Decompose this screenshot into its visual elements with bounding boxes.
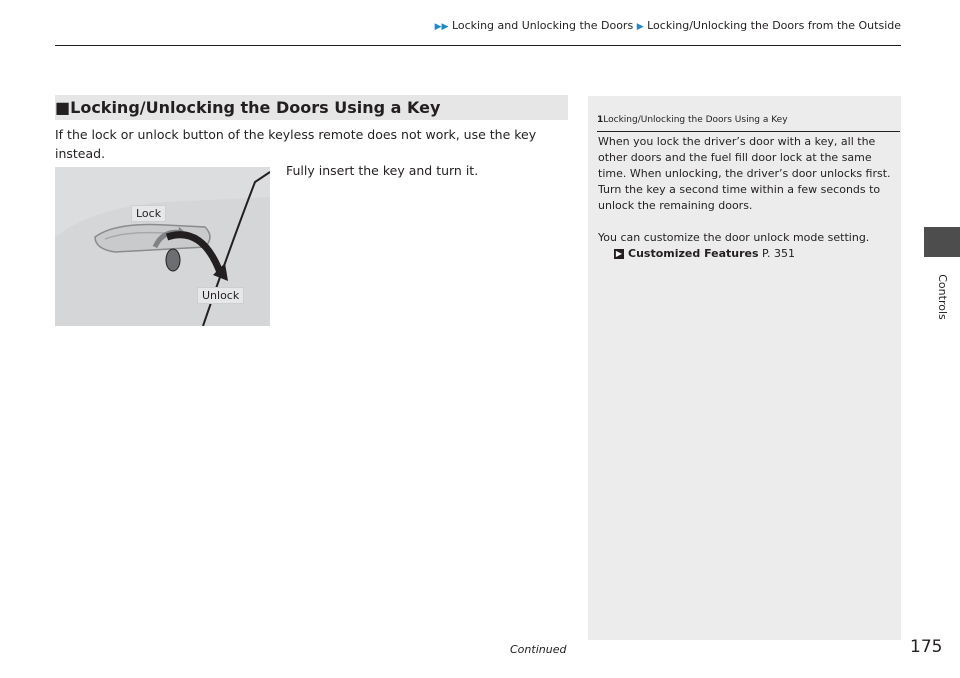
breadcrumb-arrow-icon: ▶▶ — [434, 22, 449, 32]
intro-text: If the lock or unlock button of the keyless remote does not work, use the key instead. — [55, 127, 537, 161]
sidebar-note — [588, 96, 901, 640]
square-bullet-icon: ■ — [55, 98, 71, 117]
breadcrumb-subsection[interactable]: Locking/Unlocking the Doors from the Outside — [647, 19, 901, 32]
breadcrumb-section[interactable]: Locking and Unlocking the Doors — [451, 19, 634, 32]
note-body — [598, 134, 894, 262]
reference-page: P. 351 — [762, 247, 795, 260]
continued-label: Continued — [510, 643, 567, 656]
chapter-label: Controls — [936, 274, 949, 320]
section-heading — [55, 95, 568, 120]
instruction-text: Fully insert the key and turn it. — [286, 163, 479, 178]
cross-reference-link[interactable] — [598, 246, 894, 262]
breadcrumb — [0, 19, 901, 37]
note-title — [597, 115, 900, 132]
page-number: 175 — [910, 637, 943, 657]
note-number: 1 — [597, 115, 604, 125]
section-title: Locking/Unlocking the Doors Using a Key — [70, 98, 441, 117]
header-divider — [55, 45, 901, 46]
note-title-text: Locking/Unlocking the Doors Using a Key — [603, 115, 788, 125]
lock-callout: Lock — [131, 205, 166, 222]
unlock-callout: Unlock — [197, 287, 244, 304]
note-paragraph: You can customize the door unlock mode setting. — [598, 231, 870, 244]
chapter-tab[interactable] — [924, 227, 960, 257]
note-paragraph: When you lock the driver’s door with a key, all the other doors and the fuel fill door lock at the same time. When unlocking, the driver’s door unlocks first. Turn the key a second time within a few seconds to unlock the remaining doors. — [598, 135, 891, 212]
reference-label: Customized Features — [628, 247, 759, 260]
reference-arrow-icon: ▶ — [615, 249, 623, 258]
breadcrumb-arrow-icon: ▶ — [636, 22, 644, 32]
door-handle-illustration — [55, 167, 270, 326]
